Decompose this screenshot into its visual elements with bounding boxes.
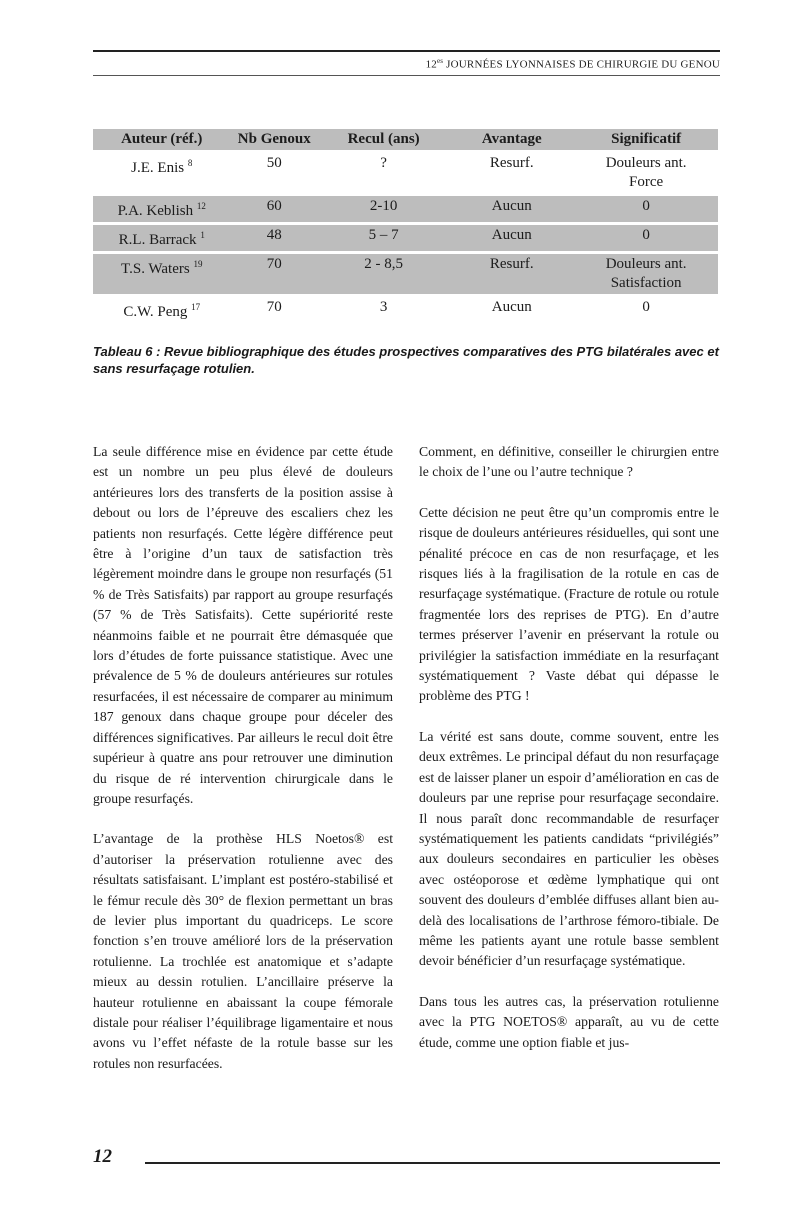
significatif-line: Force: [629, 174, 664, 190]
author-name: T.S. Waters: [121, 261, 190, 277]
header-ordinal-suffix: es: [436, 57, 444, 65]
cell-knees: 70: [231, 254, 319, 294]
paragraph: Comment, en définitive, conseiller le chirurgien entre le choix de l’une ou l’autre technique ?: [419, 444, 719, 480]
cell-avantage: Resurf.: [449, 153, 574, 193]
right-column: [419, 442, 719, 1073]
table-row: [93, 153, 718, 193]
cell-avantage: Aucun: [449, 297, 574, 323]
table-header-row: [93, 129, 718, 150]
bottom-rule: [145, 1162, 720, 1164]
author-ref: 12: [196, 201, 206, 211]
cell-avantage: Resurf.: [449, 254, 574, 294]
left-column: [93, 442, 393, 1094]
col-header-significatif: Significatif: [574, 129, 718, 150]
cell-significatif: [574, 254, 718, 294]
cell-significatif: 0: [574, 297, 718, 323]
table-row: [93, 254, 718, 294]
top-rule: [93, 50, 720, 52]
cell-knees: 60: [231, 196, 319, 222]
cell-author: [93, 196, 231, 222]
col-header-knees: Nb Genoux: [231, 129, 319, 150]
header-title: JOURNÉES LYONNAISES DE CHIRURGIE DU GENOU: [443, 58, 720, 71]
cell-recul: 2-10: [318, 196, 449, 222]
author-ref: 8: [187, 158, 193, 168]
author-ref: 19: [193, 259, 203, 269]
author-ref: 1: [200, 230, 205, 240]
cell-significatif: 0: [574, 196, 718, 222]
author-name: P.A. Keblish: [117, 203, 194, 219]
cell-significatif: 0: [574, 225, 718, 251]
running-header: [93, 57, 720, 71]
table-row: [93, 297, 718, 323]
col-header-recul: Recul (ans): [318, 129, 449, 150]
cell-author: [93, 153, 231, 193]
paragraph: L’avantage de la prothèse HLS Noetos® est d’autoriser la préservation rotulienne avec des résultats satisfaisant. L’implant est postéro-stabilisé et le fémur recule dès 30° de flexion permettant un bras de levier plus important du quadriceps. Le score fonction s’en trouve amélioré lors de la préservation rotulienne. La trochlée est anatomique et s’adapte mieux au dessin rotulien. L’ancillaire préserve la hauteur rotulienne en abaissant la coupe fémorale distale pour réaliser l’équilibrage ligamentaire et nous avons vu l’effet néfaste de la rotule basse sur les rotules non resurfacées.: [93, 831, 393, 1071]
cell-avantage: Aucun: [449, 225, 574, 251]
header-ordinal: 12: [425, 58, 437, 71]
table-caption: Tableau 6 : Revue bibliographique des études prospectives comparatives des PTG bilatérales avec et sans resurfaçage rotulien.: [93, 344, 719, 376]
cell-recul: 3: [318, 297, 449, 323]
col-header-author: Auteur (réf.): [93, 129, 231, 150]
paragraph: La seule différence mise en évidence par cette étude est un nombre un peu plus élevé de douleurs antérieures lors des transferts de la position assise à debout ou lors de l’épreuve des escaliers chez les patients non resurfaçés. Cette légère différence peut être à l’origine d’un taux de satisfaction très légèrement moindre dans le groupe non resurfaçés (51 % de Très Satisfaits) par rapport au groupe resurfaçés (57 % de Très Satisfaits). Cette supériorité reste néanmoins faible et ne pourrait être démasquée que lors d’études de forte puissance statistique. Avec une prévalence de 5 % de douleurs antérieures sur rotules resurfacées, il est nécessaire de comparer au minimum 187 genoux dans chaque groupe pour déceler des différences significatives. Par ailleurs le recul doit être supérieur à quatre ans pour retrouver une diminution du risque de ré intervention chirurgicale dans le groupe resurfaçés.: [93, 444, 393, 806]
bibliography-table: [93, 126, 718, 326]
paragraph: Dans tous les autres cas, la préservation rotulienne avec la PTG NOETOS® apparaît, au vu de cette étude, comme une option fiable et jus-: [419, 993, 719, 1050]
cell-author: [93, 225, 231, 251]
cell-recul: ?: [318, 153, 449, 193]
cell-significatif: [574, 153, 718, 193]
col-header-avantage: Avantage: [449, 129, 574, 150]
table-row: [93, 196, 718, 222]
cell-author: [93, 254, 231, 294]
significatif-line: Satisfaction: [610, 275, 682, 291]
author-ref: 17: [191, 302, 201, 312]
paragraph: Cette décision ne peut être qu’un compromis entre le risque de douleurs antérieures résiduelles, qui sont une pénalité précoce en cas de non resurfaçage, et les risques liés à la fragilisation de la rotule en cas de resurfaçage systématique. (Fracture de rotule ou rotule fragmentée lors des reprises de PTG). En d’autre termes préserver l’avenir en préservant la rotule ou privilégier la satisfaction immédiate en la resurfaçant systématiquement ? Vaste débat qui dépasse le problème des PTG !: [419, 504, 719, 704]
cell-knees: 70: [231, 297, 319, 323]
header-rule: [93, 75, 720, 76]
author-name: C.W. Peng: [123, 304, 188, 320]
cell-avantage: Aucun: [449, 196, 574, 222]
significatif-line: Douleurs ant.: [605, 256, 687, 272]
author-name: J.E. Enis: [131, 160, 185, 176]
author-name: R.L. Barrack: [118, 232, 197, 248]
significatif-line: Douleurs ant.: [605, 155, 687, 171]
page-number: 12: [93, 1146, 112, 1167]
cell-knees: 50: [231, 153, 319, 193]
cell-recul: 2 - 8,5: [318, 254, 449, 294]
cell-recul: 5 – 7: [318, 225, 449, 251]
cell-knees: 48: [231, 225, 319, 251]
table-row: [93, 225, 718, 251]
cell-author: [93, 297, 231, 323]
paragraph: La vérité est sans doute, comme souvent, entre les deux extrêmes. Le principal défaut du non resurfaçage est de laisser planer un espoir d’amélioration en cas de douleurs par une reprise pour resurfaçage secondaire. Il nous paraît donc recommandable de resurfaçer systématiquement les patients candidats “privilégiés” aux douleurs secondaires en particulier les obèses avec ostéoporose et œdème lymphatique qui ont souvent des douleurs d’emblée diffuses allant bien au-delà des localisations de l’arthrose fémoro-tibiale. De même les patients ayant une rotule basse semblent devoir bénéficier d’un resurfaçage systématique.: [419, 728, 719, 969]
